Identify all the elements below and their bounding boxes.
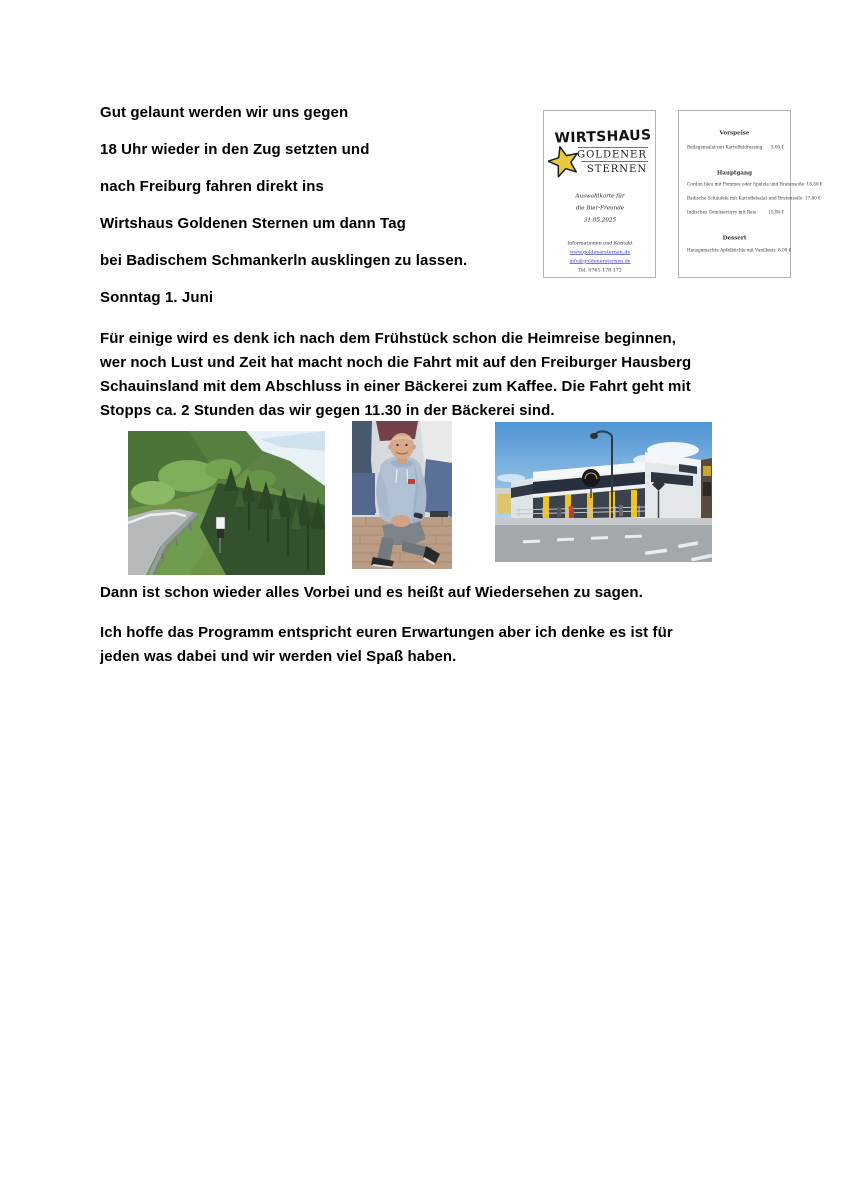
paragraph2-line: Ich hoffe das Programm entspricht euren Erwartungen aber ich denke es ist für [100,624,673,641]
intro-line: Gut gelaunt werden wir uns gegen [100,104,349,121]
menu-item [687,182,823,187]
logo-line1-text: GOLDENER [577,149,647,161]
menu-section-title: Vorspeise [719,128,750,137]
menu-item-name: Cordon bleu mit Pommes oder Spätzle und Bratensoße [687,182,805,187]
photo-mountain-road [128,431,325,575]
star-icon [548,143,582,178]
paragraph1-line: wer noch Lust und Zeit hat macht noch die Fahrt mit auf den Freiburger Hausberg [100,354,692,371]
menu-item [687,145,784,150]
flyer-subtitle: Auswahlkarte für [574,192,625,200]
heading-sonntag: Sonntag 1. Juni [100,289,214,306]
menu-item [687,196,821,201]
menu-section-title: Dessert [722,233,747,242]
flyer-subtitle: die Bier-Freunde [575,204,624,212]
menu-item-name: Hausgemachte Apfelküchle mit Vanilleeis [687,248,776,253]
flyer-phone: Tel. 0761-178 172 [577,267,622,273]
menu-image [678,110,823,278]
photo-kneeling-man [352,421,452,569]
menu-item-price: 5,00 € [770,145,785,150]
intro-line: nach Freiburg fahren direkt ins [100,178,324,195]
flyer-website-link: www.goldenersternen.de [569,249,630,255]
menu-item [687,248,792,253]
logo-title-text: WIRTSHAUS [554,127,652,147]
road-sign [216,517,225,529]
mountain-road-illustration [128,431,325,575]
wirtshaus-logo [548,124,652,182]
kneeling-man-illustration [352,421,452,569]
paragraph1-line: Für einige wird es denk ich nach dem Frühstück schon die Heimreise beginnen, [100,330,677,347]
menu-section-title: Hauptgang [716,168,753,177]
paragraph1-line: Stopps ca. 2 Stunden das wir gegen 11.30 in der Bäckerei sind. [100,402,555,419]
intro-line: Wirtshaus Goldenen Sternen um dann Tag [100,215,406,232]
flyer-image-wirtshaus [543,110,656,278]
flyer-email-link: info@goldenersternen.de [568,258,631,264]
paragraph1-line: Schauinsland mit dem Abschluss in einer Bäckerei zum Kaffee. Die Fahrt geht mit [100,378,691,395]
closing-line: Dann ist schon wieder alles Vorbei und es heißt auf Wiedersehen zu sagen. [100,584,643,601]
menu-item [687,210,784,215]
menu-item-name: Badische Schäufele mit Kartoffelsalat und Bratensoße [687,196,803,201]
background-person [420,421,452,465]
flyer-date: 31.05.2025 [583,216,616,224]
menu-item-name: Indisches Gemüsecurry mit Reis [687,210,757,215]
menu-item-price: 15,80 € [768,210,785,215]
intro-line: 18 Uhr wieder in den Zug setzten und [100,141,370,158]
flyer-contact-header: Informationen und Kontakt [566,240,633,246]
logo-line2-text: STERNEN [586,164,648,175]
menu-item-price: 8,00 € [777,248,792,253]
intro-line: bei Badischem Schmankerln ausklingen zu lassen. [100,252,468,269]
menu-item-name: Beilagensalat mit Kartoffeldressing [687,145,763,150]
bakery-building-illustration [495,422,712,562]
menu-item-price: 17,80 € [804,196,821,201]
road [495,525,712,562]
menu-item-price: 18,50 € [806,182,823,187]
paragraph2-line: jeden was dabei und wir werden viel Spaß haben. [100,648,457,665]
photo-bakery-building [495,422,712,562]
